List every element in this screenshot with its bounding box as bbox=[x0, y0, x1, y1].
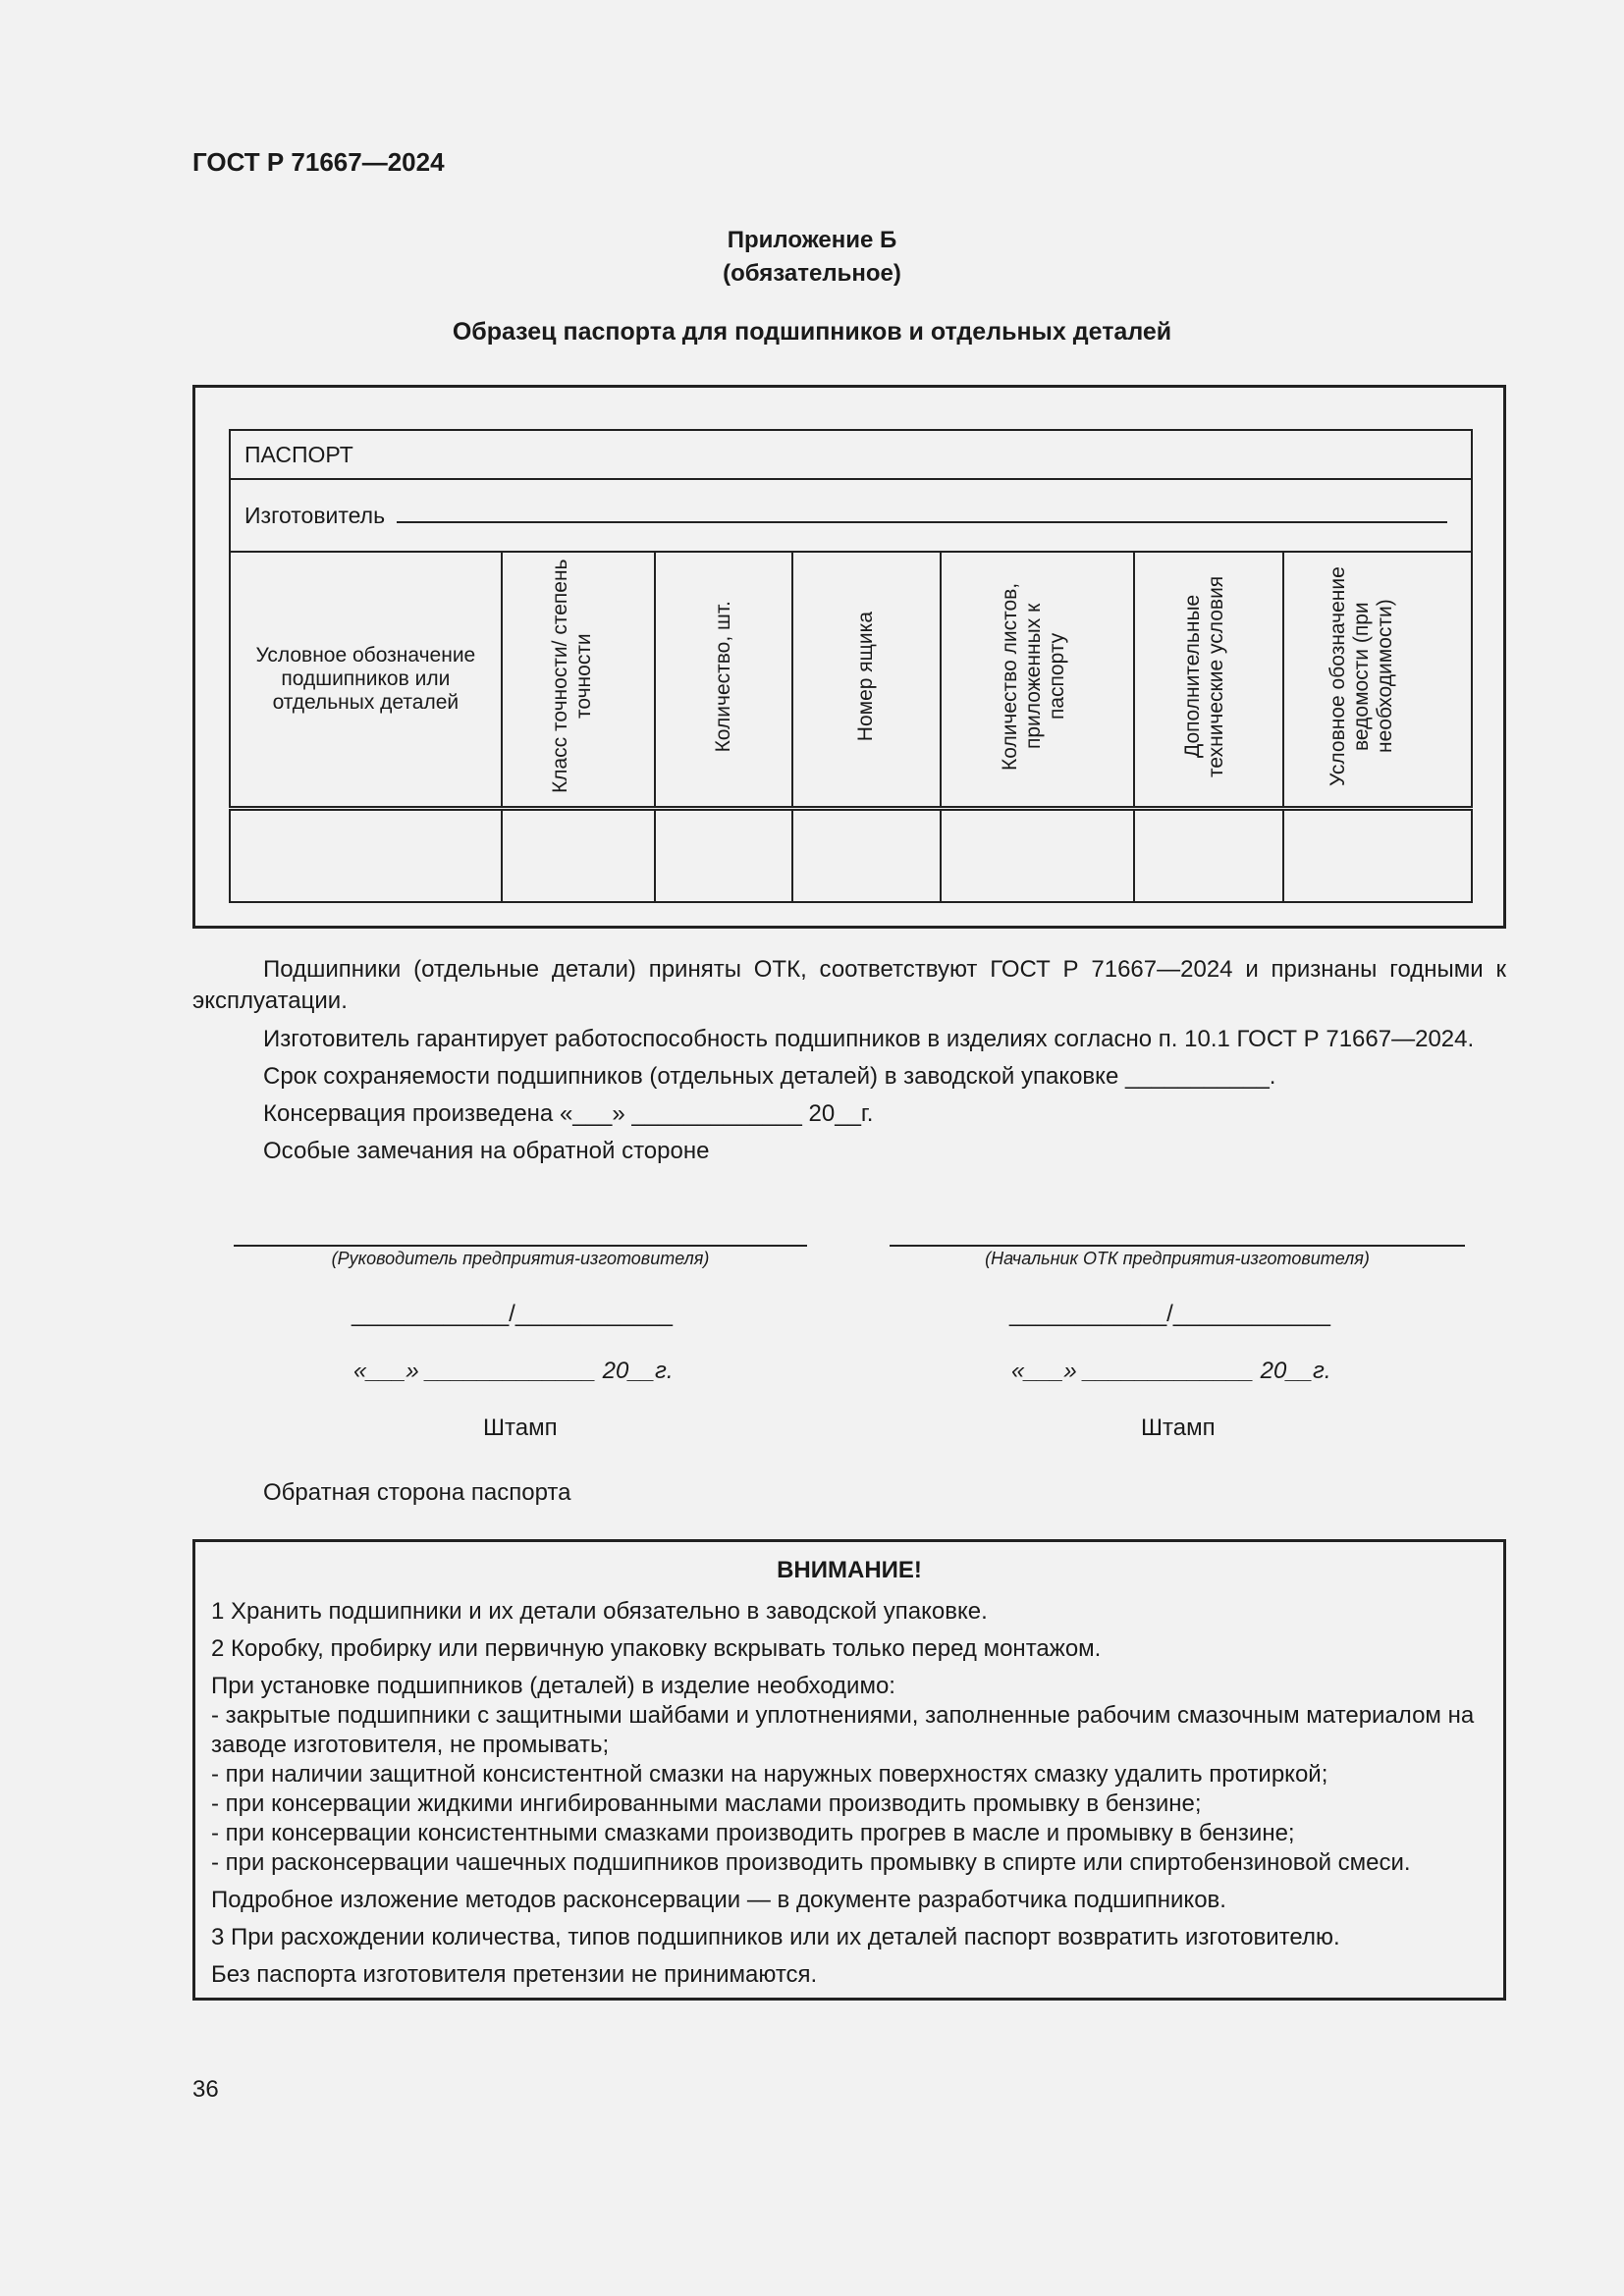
manufacturer-field[interactable] bbox=[397, 504, 1447, 523]
cell-designation[interactable] bbox=[230, 809, 502, 903]
appendix-status: (обязательное) bbox=[723, 260, 901, 287]
right-date-line[interactable]: «___» _____________ 20__г. bbox=[1011, 1358, 1331, 1384]
attention-bullet: - при консервации жидкими ингибированными маслами производить промывку в бензине; bbox=[211, 1790, 1202, 1817]
cell-sheets[interactable] bbox=[941, 809, 1135, 903]
passport-table bbox=[229, 429, 1473, 903]
appendix-title: Приложение Б bbox=[727, 227, 897, 253]
right-sign-line[interactable]: ____________/____________ bbox=[1009, 1301, 1331, 1327]
left-signature-line[interactable] bbox=[234, 1245, 807, 1247]
manufacturer-row bbox=[230, 479, 1472, 552]
appendix-heading bbox=[0, 224, 1624, 291]
manufacturer-label: Изготовитель bbox=[244, 502, 386, 528]
shelf-life-paragraph: Срок сохраняемости подшипников (отдельных деталей) в заводской упаковке ___________. bbox=[263, 1063, 1276, 1090]
col-tech-conditions: Дополнительные технические условия bbox=[1134, 552, 1283, 809]
attention-item-1: 1 Хранить подшипники и их детали обязательно в заводской упаковке. bbox=[211, 1598, 988, 1625]
page-number: 36 bbox=[192, 2076, 219, 2103]
attention-bullet: - при расконсервации чашечных подшипников производить промывку в спирте или спиртобензиновой смеси. bbox=[211, 1849, 1411, 1876]
left-sign-line[interactable]: ____________/____________ bbox=[352, 1301, 674, 1327]
attention-item-3: 3 При расхождении количества, типов подшипников или их деталей паспорт возвратить изготовителю. bbox=[211, 1924, 1340, 1950]
attention-bullet: - при наличии защитной консистентной смазки на наружных поверхностях смазку удалить протиркой; bbox=[211, 1761, 1328, 1788]
document-title: Образец паспорта для подшипников и отдельных деталей bbox=[452, 318, 1172, 346]
back-side-label: Обратная сторона паспорта bbox=[263, 1479, 571, 1506]
col-statement: Условное обозначение ведомости (при необходимости) bbox=[1283, 552, 1472, 809]
right-signature-line[interactable] bbox=[890, 1245, 1465, 1247]
document-header: ГОСТ Р 71667—2024 bbox=[192, 147, 445, 177]
acceptance-paragraph: Подшипники (отдельные детали) приняты ОТК, соответствуют ГОСТ Р 71667—2024 и признаны годными к эксплуатации. bbox=[192, 956, 1506, 1014]
attention-detail: Подробное изложение методов расконсервации — в документе разработчика подшипников. bbox=[211, 1887, 1226, 1913]
left-signature-caption: (Руководитель предприятия-изготовителя) bbox=[331, 1249, 710, 1268]
right-signature-caption: (Начальник ОТК предприятия-изготовителя) bbox=[985, 1249, 1370, 1268]
cell-box-number[interactable] bbox=[792, 809, 941, 903]
cell-statement[interactable] bbox=[1283, 809, 1472, 903]
remarks-paragraph: Особые замечания на обратной стороне bbox=[263, 1138, 710, 1164]
passport-title: ПАСПОРТ bbox=[230, 430, 1472, 479]
right-stamp: Штамп bbox=[1141, 1415, 1216, 1441]
attention-item-2: 2 Коробку, пробирку или первичную упаковку вскрывать только перед монтажом. bbox=[211, 1635, 1102, 1662]
guarantee-paragraph: Изготовитель гарантирует работоспособность подшипников в изделиях согласно п. 10.1 ГОСТ Р 71667—2024. bbox=[263, 1026, 1475, 1052]
cell-quantity[interactable] bbox=[655, 809, 792, 903]
conservation-paragraph: Консервация произведена «___» _____________ 20__г. bbox=[263, 1100, 874, 1127]
attention-bullet: - закрытые подшипники с защитными шайбами и уплотнениями, заполненные рабочим смазочным материалом на заводе изготовителя, не промывать; bbox=[211, 1702, 1475, 1758]
col-sheets: Количество листов, приложенных к паспорту bbox=[941, 552, 1135, 809]
col-quantity: Количество, шт. bbox=[655, 552, 792, 809]
col-designation: Условное обозначение подшипников или отдельных деталей bbox=[230, 552, 502, 809]
attention-title: ВНИМАНИЕ! bbox=[777, 1557, 922, 1583]
attention-intro: При установке подшипников (деталей) в изделие необходимо: bbox=[211, 1673, 895, 1699]
col-box-number: Номер ящика bbox=[792, 552, 941, 809]
left-date-line[interactable]: «___» _____________ 20__г. bbox=[353, 1358, 674, 1384]
left-stamp: Штамп bbox=[483, 1415, 558, 1441]
attention-box bbox=[192, 1539, 1506, 2001]
cell-accuracy[interactable] bbox=[502, 809, 656, 903]
attention-final: Без паспорта изготовителя претензии не принимаются. bbox=[211, 1961, 818, 1988]
cell-tech-conditions[interactable] bbox=[1134, 809, 1283, 903]
col-accuracy: Класс точности/ степень точности bbox=[502, 552, 656, 809]
attention-bullet: - при консервации консистентными смазками производить прогрев в масле и промывку в бензине; bbox=[211, 1820, 1295, 1846]
